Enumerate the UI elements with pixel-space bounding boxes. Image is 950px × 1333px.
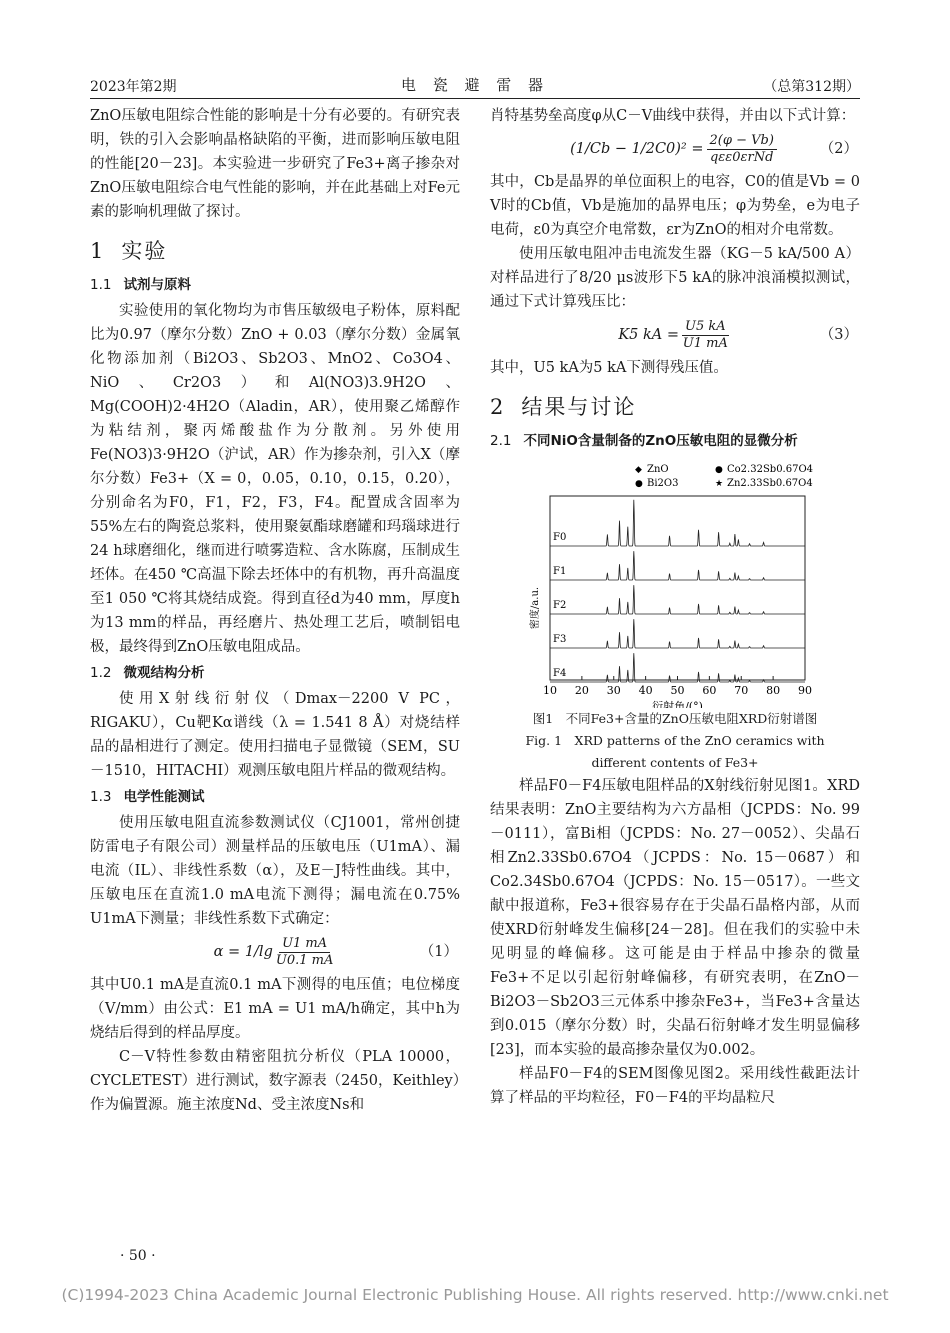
legend-marker: ◆ — [635, 465, 642, 475]
sem-discussion-paragraph: 样品F0－F4的SEM图像见图2。采用线性截距法计算了样品的平均粒径，F0－F4的平均晶粒尺 — [490, 1066, 860, 1106]
subsection-1-1-heading: 1.1 试剂与原料 — [90, 277, 191, 293]
subsection-1-2-heading: 1.2 微观结构分析 — [90, 665, 205, 681]
equation-3-fraction: $\frac{U5 kA}{U1 mA}$ — [682, 318, 728, 351]
figure-caption-en-1: Fig. 1 XRD patterns of the ZnO ceramics with — [525, 733, 825, 748]
equation-1-fraction: $\frac{U1 mA}{U0.1 mA}$ — [275, 935, 334, 968]
x-tick-label: 50 — [670, 684, 685, 697]
x-tick-label: 90 — [798, 684, 812, 697]
total-issue-label: （总第312期） — [763, 79, 860, 95]
figure-caption-en-2: different contents of Fe3+ — [591, 755, 759, 770]
x-tick-label: 20 — [574, 684, 589, 697]
figure-caption-cn: 图1 不同Fe3+含量的ZnO压敏电阻XRD衍射谱图 — [532, 711, 818, 726]
equation-2-fraction: $\frac{2(\varphi - Vb)}{\text{qεε0εrNd}}$ — [707, 133, 777, 166]
section-1-heading: 1 实验 — [90, 239, 168, 263]
legend-marker: ● — [715, 465, 723, 475]
copyright-footer: (C)1994-2023 China Academic Journal Electronic Publishing House. All rights reserved. http://www.cnki.net — [61, 1286, 889, 1304]
issue-label: 2023年第2期 — [90, 79, 177, 95]
equation-3-explanation: 其中，U5 kA为5 kA下测得残压值。 — [490, 360, 728, 376]
equation-1-explanation: 其中U0.1 mA是直流0.1 mA下测得的电压值；电位梯度（V/mm）由公式：E1 mA = U1 mA/h确定，其中h为烧结后得到的样品厚度。 — [90, 977, 460, 1041]
legend-label: Zn2.33Sb0.67O4 — [727, 478, 813, 489]
x-tick-label: 10 — [543, 684, 557, 697]
xrd-chart — [490, 458, 860, 708]
barrier-paragraph: 肖特基势垒高度φ从C－V曲线中获得，并由以下式计算： — [490, 108, 856, 124]
materials-paragraph: 实验使用的氧化物均为市售压敏级电子粉体，原料配比为0.97（摩尔分数）ZnO + 0.03（摩尔分数）金属氧化物添加剂（Bi2O3、Sb2O3、MnO2、Co3O4、NiO、Cr2O3）和Al(NO3)3.9H2O、Mg(COOH)2·4H2O（Aladin，AR），使用聚乙烯醇作为粘结剂，聚丙烯酸盐作为分散剂。另外使用Fe(NO3)3·9H2O（沪试，AR）作为掺杂剂，引入X（摩尔分数）Fe3+（X = 0，0.05，0.10，0.15，0.20），分别命名为F0，F1，F2，F3，F4。配置成含固率为55%左右的陶瓷总浆料，使用聚氨酯球磨罐和玛瑙球进行24 h球磨细化，继而进行喷雾造粒、含水陈腐，压制成生坯体。在450 ℃高温下除去坯体中的有机物，再升高温度至1 050 ℃将其烧结成瓷。得到直径d为40 mm，厚度h为13 mm的样品，再经磨片、热处理工艺后，喷制铝电极，最终得到ZnO压敏电阻成品。 — [90, 303, 460, 655]
plot-frame — [550, 496, 805, 680]
series-label: F2 — [553, 600, 567, 611]
equation-2: (1/Cb − 1/2C0)² = $\frac{2(\varphi - Vb)}{\text{qεε0εrNd}}$ （2） — [570, 132, 858, 165]
equation-1-number: （1） — [419, 944, 458, 960]
surge-test-paragraph: 使用压敏电阻冲击电流发生器（KG－5 kA/500 A）对样品进行了8/20 μs波形下5 kA的脉冲浪涌模拟测试，通过下式计算残压比： — [490, 246, 860, 310]
series-label: F0 — [553, 532, 567, 543]
journal-title: 电 瓷 避 雷 器 — [400, 76, 550, 94]
subsection-2-1-heading: 2.1 不同NiO含量制备的ZnO压敏电阻的显微分析 — [490, 433, 798, 449]
legend-label: ZnO — [647, 464, 669, 475]
equation-3-number: （3） — [819, 327, 858, 343]
subsection-1-3-heading: 1.3 电学性能测试 — [90, 789, 205, 805]
series-label: F3 — [553, 634, 567, 645]
x-tick-label: 40 — [638, 684, 653, 697]
x-tick-label: 70 — [734, 684, 749, 697]
series-label: F4 — [553, 668, 567, 679]
xrd-figure — [490, 458, 860, 708]
xrd-series-f3 — [550, 619, 805, 648]
intro-paragraph: ZnO压敏电阻综合性能的影响是十分有必要的。有研究表明，铁的引入会影响晶格缺陷的平衡，进而影响压敏电阻的性能[20－23]。本实验进一步研究了Fe3+离子掺杂对ZnO压敏电阻综合电气性能的影响，并在此基础上对Fe元素的影响机理做了探讨。 — [90, 108, 460, 220]
xrd-series-f2 — [550, 585, 805, 614]
equation-2-explanation: 其中，Cb是晶界的单位面积上的电容，C0的值是Vb = 0 V时的Cb值，Vb是施加的晶界电压；φ为势垒，e为电子电荷，ε0为真空介电常数，εr为ZnO的相对介电常数。 — [490, 174, 860, 238]
legend-label: Bi2O3 — [647, 478, 679, 489]
equation-2-number: （2） — [819, 141, 858, 157]
x-axis-label: 衍射角/(°) — [652, 700, 703, 708]
header-rule — [90, 98, 860, 99]
equation-1: α = 1/lg $\frac{U1 mA}{U0.1 mA}$ （1） — [213, 935, 458, 968]
legend-marker: ● — [635, 479, 643, 489]
electrical-test-paragraph: 使用压敏电阻直流参数测试仪（CJ1001，常州创捷防雷电子有限公司）测量样品的压敏电压（U1mA）、漏电流（IL）、非线性系数（α），及E－J特性曲线。其中，压敏电压在直流1.0 mA电流下测得；漏电流在0.75% U1mA下测量；非线性系数下式确定： — [90, 815, 460, 927]
series-label: F1 — [553, 566, 567, 577]
xrd-discussion-paragraph: 样品F0－F4压敏电阻样品的X射线衍射见图1。XRD结果表明：ZnO主要结构为六方晶相（JCPDS：No. 99－0111），富Bi相（JCPDS：No. 27－0052）、尖晶石相Zn2.33Sb0.67O4（JCPDS：No. 15－0687）和Co2.34Sb0.67O4（JCPDS：No. 15－0517）。一些文献中报道称，Fe3+很容易存在于尖晶石晶格内部，从而使XRD衍射峰发生偏移[24－28]。但在我们的实验中未见明显的峰偏移。这可能是由于样品中掺杂的微量Fe3+不足以引起衍射峰偏移，有研究表明，在ZnO－Bi2O3－Sb2O3三元体系中掺杂Fe3+，当Fe3+含量达到0.015（摩尔分数）时，尖晶石衍射峰才发生明显偏移[23]，而本实验的最高掺杂量仅为0.002。 — [490, 778, 860, 1058]
left-column — [90, 104, 460, 1117]
running-header — [90, 70, 860, 98]
legend-label: Co2.32Sb0.67O4 — [727, 464, 814, 475]
y-axis-label: 密度/a.u. — [530, 586, 541, 630]
xrd-series-f0 — [550, 500, 805, 546]
microstructure-paragraph: 使用X射线衍射仪（Dmax－2200 V PC，RIGAKU），Cu靶Kα谱线（λ = 1.541 8 Å）对烧结样品的晶相进行了测定。使用扫描电子显微镜（SEM，SU－1510，HITACHI）观测压敏电阻片样品的微观结构。 — [90, 691, 460, 779]
right-column — [490, 104, 860, 1110]
legend-marker: ★ — [715, 479, 724, 489]
section-2-heading: 2 结果与讨论 — [490, 395, 637, 419]
page-number: · 50 · — [120, 1248, 156, 1264]
x-tick-label: 60 — [702, 684, 717, 697]
cv-paragraph: C－V特性参数由精密阻抗分析仪（PLA 10000，CYCLETEST）进行测试，数字源表（2450，Keithley）作为偏置源。施主浓度Nd、受主浓度Ns和 — [90, 1049, 460, 1113]
equation-3: K5 kA = $\frac{U5 kA}{U1 mA}$ （3） — [618, 318, 858, 351]
xrd-series-f1 — [550, 551, 805, 580]
x-tick-label: 30 — [606, 684, 621, 697]
x-tick-label: 80 — [766, 684, 781, 697]
